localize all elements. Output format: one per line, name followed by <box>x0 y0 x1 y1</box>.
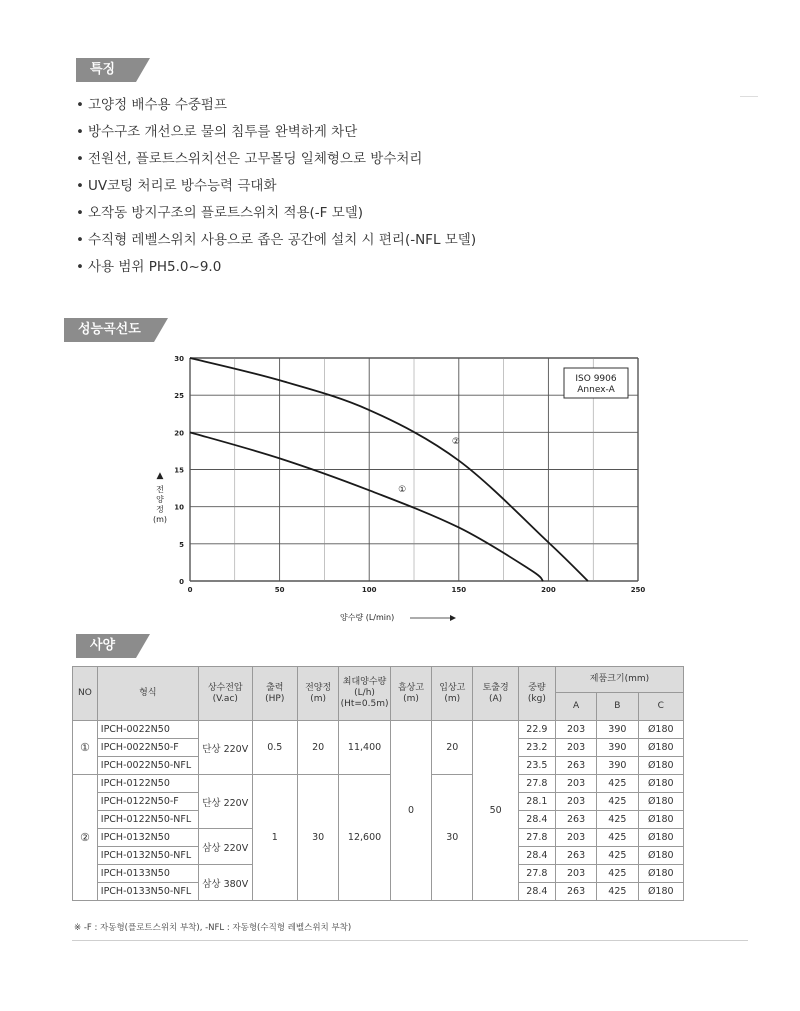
dim-b-cell: 390 <box>597 739 638 757</box>
header-weight: 중량 (kg) <box>518 667 555 721</box>
lift-cell: 30 <box>432 775 473 901</box>
header-dim-c: C <box>638 693 683 721</box>
dim-b-cell: 425 <box>597 865 638 883</box>
model-cell: IPCH-0122N50-F <box>97 793 198 811</box>
dim-a-cell: 203 <box>555 775 596 793</box>
y-axis-arrow: ▲ <box>156 471 164 481</box>
decorative-rule <box>740 96 758 97</box>
header-model: 형식 <box>97 667 198 721</box>
header-no: NO <box>73 667 98 721</box>
chart-section-title: 성능곡선도 <box>64 318 154 342</box>
model-cell: IPCH-0122N50-NFL <box>97 811 198 829</box>
header-outlet: 토출경 (A) <box>473 667 518 721</box>
weight-cell: 23.2 <box>518 739 555 757</box>
feature-item: • 고양정 배수용 수중펌프 <box>76 92 476 119</box>
dim-c-cell: Ø180 <box>638 829 683 847</box>
x-tick-label: 150 <box>451 586 467 594</box>
dim-c-cell: Ø180 <box>638 883 683 901</box>
max-flow-cell: 12,600 <box>339 775 391 901</box>
features-list <box>76 92 476 281</box>
model-cell: IPCH-0022N50-F <box>97 739 198 757</box>
dim-a-cell: 203 <box>555 739 596 757</box>
feature-item: • 전원선, 플로트스위치선은 고무몰딩 일체형으로 방수처리 <box>76 146 476 173</box>
dim-b-cell: 425 <box>597 883 638 901</box>
x-tick-label: 50 <box>274 586 285 594</box>
header-phase: 상수전압 (V.ac) <box>198 667 252 721</box>
header-output: 출력 (HP) <box>252 667 297 721</box>
model-cell: IPCH-0022N50-NFL <box>97 757 198 775</box>
feature-item: • 방수구조 개선으로 물의 침투를 완벽하게 차단 <box>76 119 476 146</box>
weight-cell: 23.5 <box>518 757 555 775</box>
y-tick-label: 25 <box>174 392 184 401</box>
feature-item: • 사용 범위 PH5.0~9.0 <box>76 254 476 281</box>
dim-a-cell: 203 <box>555 793 596 811</box>
header-dim-b: B <box>597 693 638 721</box>
dim-c-cell: Ø180 <box>638 811 683 829</box>
performance-chart <box>120 350 680 640</box>
weight-cell: 28.4 <box>518 883 555 901</box>
spec-footnote: ※ -F : 자동형(플로트스위치 부착), -NFL : 자동형(수직형 레벨스위치 부착) <box>74 923 352 933</box>
x-tick-label: 100 <box>361 586 377 594</box>
phase-cell: 단상 220V <box>198 721 252 775</box>
dim-a-cell: 263 <box>555 757 596 775</box>
dim-a-cell: 263 <box>555 811 596 829</box>
y-tick-label: 0 <box>179 578 184 586</box>
model-cell: IPCH-0133N50 <box>97 865 198 883</box>
header-max-flow: 최대양수량 (L/h) (Ht=0.5m) <box>339 667 391 721</box>
head-cell: 30 <box>297 775 338 901</box>
series-label-2: ② <box>451 437 460 448</box>
x-axis-arrow-head <box>450 615 456 621</box>
x-tick-label: 200 <box>541 586 556 594</box>
iso-annotation-line2: Annex-A <box>577 385 615 395</box>
weight-cell: 27.8 <box>518 829 555 847</box>
model-cell: IPCH-0132N50-NFL <box>97 847 198 865</box>
weight-cell: 28.4 <box>518 811 555 829</box>
bottom-divider <box>72 940 748 941</box>
dim-c-cell: Ø180 <box>638 757 683 775</box>
weight-cell: 22.9 <box>518 721 555 739</box>
output-cell: 0.5 <box>252 721 297 775</box>
dim-c-cell: Ø180 <box>638 865 683 883</box>
iso-annotation-line1: ISO 9906 <box>575 374 617 384</box>
lift-cell: 20 <box>432 721 473 775</box>
dim-b-cell: 390 <box>597 757 638 775</box>
spec-section-title: 사양 <box>76 634 136 658</box>
dim-b-cell: 425 <box>597 829 638 847</box>
outlet-cell: 50 <box>473 721 518 901</box>
group-no: ② <box>73 775 98 901</box>
dim-c-cell: Ø180 <box>638 721 683 739</box>
dim-a-cell: 263 <box>555 883 596 901</box>
header-dims: 제품크기(mm) <box>555 667 683 693</box>
x-axis-label: 양수량 (L/min) <box>340 613 395 622</box>
phase-cell: 삼상 220V <box>198 829 252 865</box>
max-flow-cell: 11,400 <box>339 721 391 775</box>
weight-cell: 28.4 <box>518 847 555 865</box>
head-cell: 20 <box>297 721 338 775</box>
x-tick-label: 0 <box>187 586 193 594</box>
group-no: ① <box>73 721 98 775</box>
dim-a-cell: 203 <box>555 721 596 739</box>
features-section-title: 특징 <box>76 58 136 82</box>
y-tick-label: 30 <box>174 355 184 363</box>
iso-annotation-box <box>564 368 628 398</box>
dim-b-cell: 390 <box>597 721 638 739</box>
weight-cell: 28.1 <box>518 793 555 811</box>
dim-c-cell: Ø180 <box>638 793 683 811</box>
dim-c-cell: Ø180 <box>638 739 683 757</box>
feature-item: • UV코팅 처리로 방수능력 극대화 <box>76 173 476 200</box>
y-tick-label: 20 <box>174 429 184 438</box>
output-cell: 1 <box>252 775 297 901</box>
weight-cell: 27.8 <box>518 865 555 883</box>
header-lift: 입상고 (m) <box>432 667 473 721</box>
phase-cell: 삼상 380V <box>198 865 252 901</box>
feature-item: • 수직형 레벨스위치 사용으로 좁은 공간에 설치 시 편리(-NFL 모델) <box>76 227 476 254</box>
model-cell: IPCH-0122N50 <box>97 775 198 793</box>
dim-a-cell: 203 <box>555 829 596 847</box>
y-tick-label: 15 <box>174 466 184 475</box>
y-axis-label: 전 양 정 (m) <box>152 485 168 524</box>
header-suction: 흡상고 (m) <box>390 667 431 721</box>
dim-c-cell: Ø180 <box>638 847 683 865</box>
phase-cell: 단상 220V <box>198 775 252 829</box>
dim-b-cell: 425 <box>597 811 638 829</box>
weight-cell: 27.8 <box>518 775 555 793</box>
dim-a-cell: 263 <box>555 847 596 865</box>
feature-item: • 오작동 방지구조의 플로트스위치 적용(-F 모델) <box>76 200 476 227</box>
x-tick-label: 250 <box>630 586 646 594</box>
dim-b-cell: 425 <box>597 793 638 811</box>
dim-c-cell: Ø180 <box>638 775 683 793</box>
dim-b-cell: 425 <box>597 775 638 793</box>
dim-a-cell: 203 <box>555 865 596 883</box>
header-head: 전양정 (m) <box>297 667 338 721</box>
series-label-1: ① <box>398 484 407 495</box>
spec-table <box>72 666 684 901</box>
suction-cell: 0 <box>390 721 431 901</box>
y-tick-label: 10 <box>174 503 184 512</box>
y-tick-label: 5 <box>179 540 184 549</box>
model-cell: IPCH-0022N50 <box>97 721 198 739</box>
header-dim-a: A <box>555 693 596 721</box>
model-cell: IPCH-0133N50-NFL <box>97 883 198 901</box>
dim-b-cell: 425 <box>597 847 638 865</box>
model-cell: IPCH-0132N50 <box>97 829 198 847</box>
